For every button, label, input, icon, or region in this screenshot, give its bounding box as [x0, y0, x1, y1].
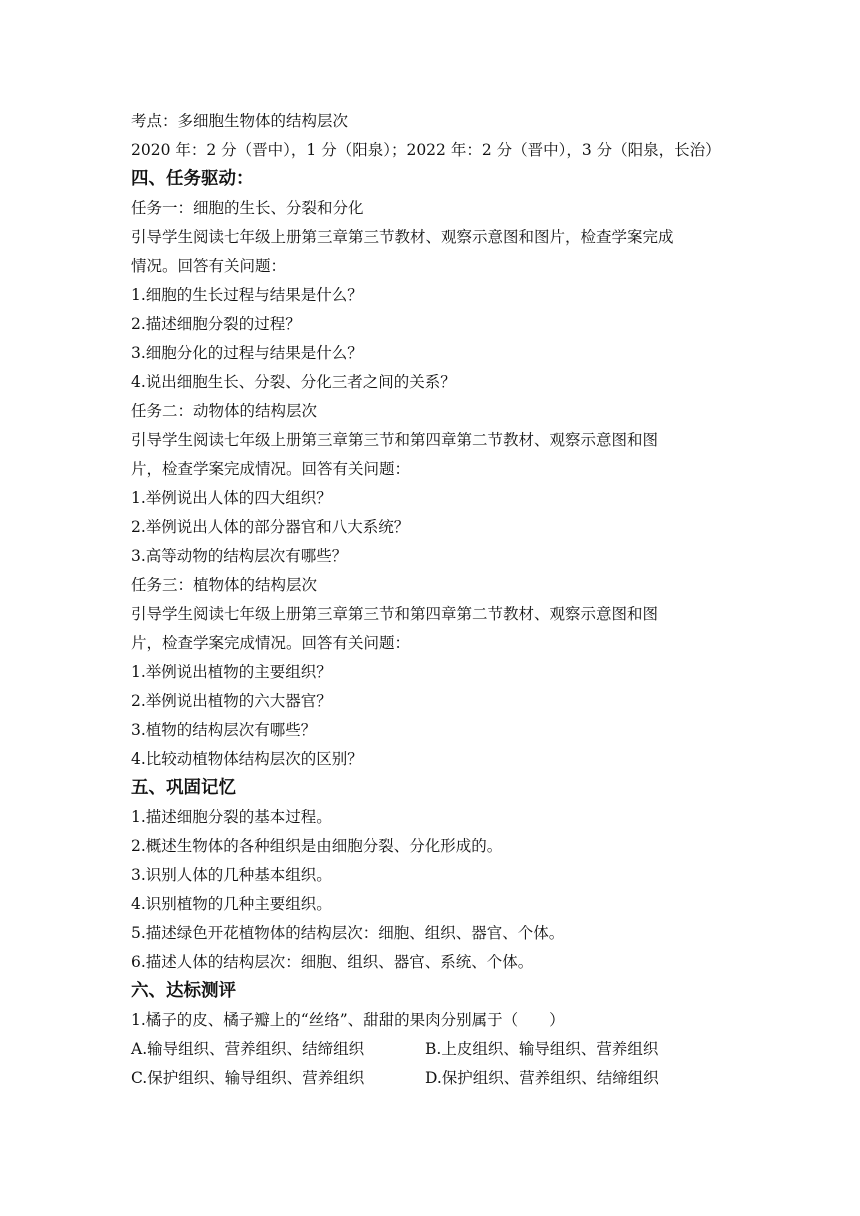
task1-question: 1.细胞的生长过程与结果是什么？	[131, 286, 363, 304]
task3-guide: 引导学生阅读七年级上册第三章第三节和第四章第二节教材、观察示意图和图	[131, 605, 659, 623]
task3-question: 4.比较动植物体结构层次的区别？	[131, 750, 363, 768]
task2-guide-cont: 片，检查学案完成情况。回答有关问题：	[131, 460, 411, 478]
task1-guide: 引导学生阅读七年级上册第三章第三节教材、观察示意图和图片，检查学案完成	[131, 228, 674, 246]
task3-guide-cont: 片，检查学案完成情况。回答有关问题：	[131, 634, 411, 652]
task3-question: 1.举例说出植物的主要组织？	[131, 663, 332, 681]
section-heading-assessment: 六、达标测评	[131, 981, 236, 1001]
task3-question: 2.举例说出植物的六大器官？	[131, 692, 332, 710]
section-heading-consolidate: 五、巩固记忆	[131, 778, 236, 798]
task2-title: 任务二：动物体的结构层次	[131, 402, 318, 420]
document-body	[131, 107, 731, 1093]
assessment-question: 1.橘子的皮、橘子瓣上的“丝络”、甜甜的果肉分别属于（ ）	[131, 1011, 565, 1029]
consolidate-item: 2.概述生物体的各种组织是由细胞分裂、分化形成的。	[131, 837, 503, 855]
score-history: 2020 年：2 分（晋中），1 分（阳泉）；2022 年：2 分（晋中），3 分（阳泉，长治）	[131, 141, 721, 159]
consolidate-item: 6.描述人体的结构层次：细胞、组织、器官、系统、个体。	[131, 953, 534, 971]
task1-question: 4.说出细胞生长、分裂、分化三者之间的关系？	[131, 373, 456, 391]
option-row	[131, 1064, 731, 1093]
task2-guide: 引导学生阅读七年级上册第三章第三节和第四章第二节教材、观察示意图和图	[131, 431, 659, 449]
task1-guide-cont: 情况。回答有关问题：	[131, 257, 287, 275]
option-a: A.输导组织、营养组织、结缔组织	[131, 1040, 365, 1058]
task1-question: 3.细胞分化的过程与结果是什么？	[131, 344, 363, 362]
section-heading-task-driven: 四、任务驱动：	[131, 169, 254, 189]
exam-point: 考点：多细胞生物体的结构层次	[131, 112, 349, 130]
task3-question: 3.植物的结构层次有哪些？	[131, 721, 317, 739]
task2-question: 3.高等动物的结构层次有哪些？	[131, 547, 348, 565]
task3-title: 任务三：植物体的结构层次	[131, 576, 318, 594]
task1-question: 2.描述细胞分裂的过程？	[131, 315, 301, 333]
option-b: B.上皮组织、输导组织、营养组织	[425, 1040, 659, 1058]
task2-question: 2.举例说出人体的部分器官和八大系统？	[131, 518, 410, 536]
consolidate-item: 1.描述细胞分裂的基本过程。	[131, 808, 332, 826]
task1-title: 任务一：细胞的生长、分裂和分化	[131, 199, 364, 217]
consolidate-item: 3.识别人体的几种基本组织。	[131, 866, 332, 884]
consolidate-item: 4.识别植物的几种主要组织。	[131, 895, 332, 913]
option-d: D.保护组织、营养组织、结缔组织	[425, 1069, 659, 1087]
option-c: C.保护组织、输导组织、营养组织	[131, 1069, 365, 1087]
option-row	[131, 1035, 731, 1064]
consolidate-item: 5.描述绿色开花植物体的结构层次：细胞、组织、器官、个体。	[131, 924, 565, 942]
task2-question: 1.举例说出人体的四大组织？	[131, 489, 332, 507]
